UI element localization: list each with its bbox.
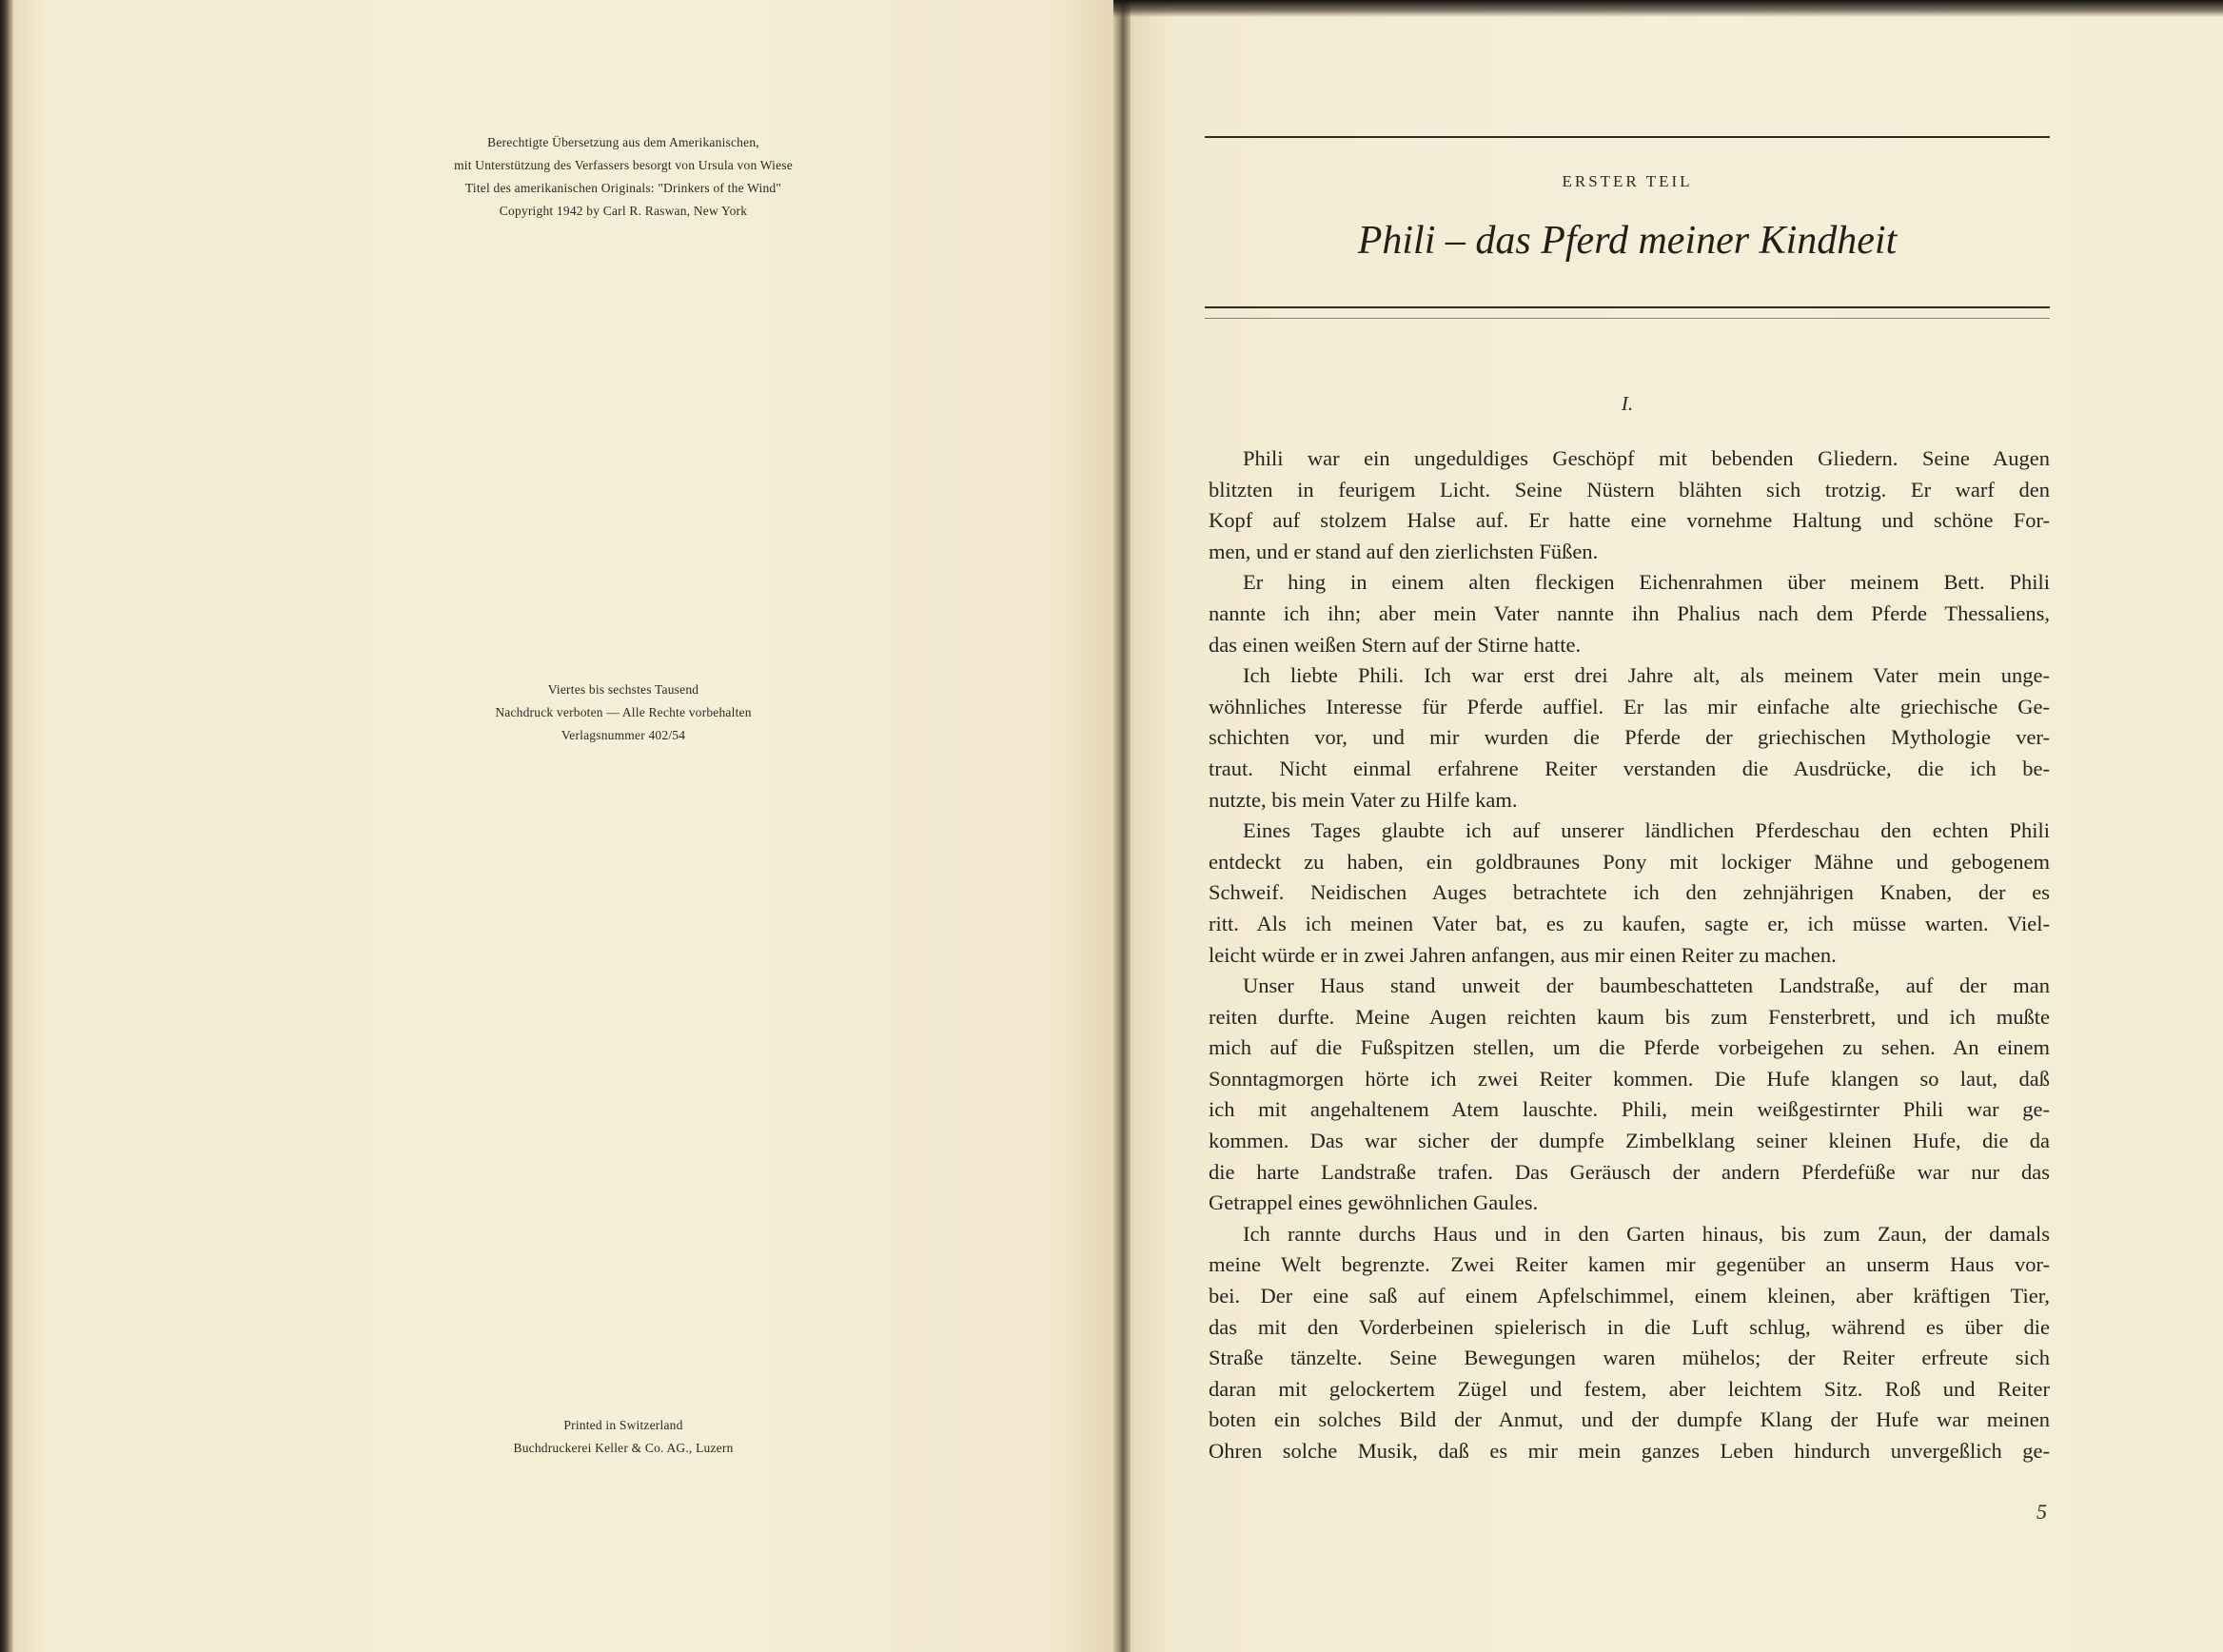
imprint-line: Printed in Switzerland (563, 1418, 683, 1432)
imprint-line: Viertes bis sechstes Tausend (547, 682, 699, 697)
text-line: bei. Der eine saß auf einem Apfelschimmel, einem kleinen, aber kräftigen Tier, (1209, 1284, 2050, 1308)
text-line: nannte ich ihn; aber mein Vater nannte ihn Phalius nach dem Pferde Thessaliens, (1209, 600, 2050, 625)
imprint-line: Nachdruck verboten — Alle Rechte vorbehalten (495, 705, 752, 719)
text-line: ritt. Als ich meinen Vater bat, es zu kaufen, sagte er, ich müsse warten. Viel- (1209, 911, 2050, 935)
page-edge (0, 0, 13, 1652)
imprint-line: Berechtigte Übersetzung aus dem Amerikanischen, (487, 135, 759, 149)
text-line: mich auf die Fußspitzen stellen, um die Pferde vorbeigehen zu sehen. An einem (1209, 1035, 2050, 1060)
imprint-line: Verlagsnummer 402/54 (561, 728, 686, 742)
text-line: blitzten in feurigem Licht. Seine Nüstern blähten sich trotzig. Er warf den (1209, 477, 2050, 502)
text-line: ich mit angehaltenem Atem lauschte. Phili, mein weißgestirnter Phili war ge- (1209, 1097, 2050, 1122)
book-gutter (1113, 0, 1131, 1652)
text-line: Unser Haus stand unweit der baumbeschatteten Landstraße, auf der man (1243, 974, 2050, 998)
section-number: I. (1621, 392, 1634, 415)
text-line: Eines Tages glaubte ich auf unserer ländlichen Pferdeschau den echten Phili (1243, 818, 2050, 843)
text-line: leicht würde er in zwei Jahren anfangen, aus mir einen Reiter zu machen. (1209, 942, 1837, 967)
text-line: Kopf auf stolzem Halse auf. Er hatte eine vornehme Haltung und schöne For- (1209, 508, 2050, 533)
text-line: wöhnliches Interesse für Pferde auffiel. Er las mir einfache alte griechische Ge- (1209, 694, 2050, 718)
imprint-edition-rights (381, 678, 866, 747)
text-line: das einen weißen Stern auf der Stirne hatte. (1209, 632, 1582, 657)
text-line: Ich liebte Phili. Ich war erst drei Jahre alt, als meinem Vater mein unge- (1243, 663, 2050, 688)
heading-rule-top (1205, 136, 2050, 138)
text-line: Getrappel eines gewöhnlichen Gaules. (1209, 1190, 1539, 1215)
imprint-line: Titel des amerikanischen Originals: "Drinkers of the Wind" (464, 181, 782, 195)
text-line: nutzte, bis mein Vater zu Hilfe kam. (1209, 787, 1518, 812)
imprint-line: Buchdruckerei Keller & Co. AG., Luzern (513, 1441, 734, 1455)
imprint-line: Copyright 1942 by Carl R. Raswan, New York (499, 204, 748, 218)
heading-rule-bottom (1205, 306, 2050, 308)
text-line: boten ein solches Bild der Anmut, und der dumpfe Klang der Hufe war meinen (1209, 1407, 2050, 1432)
page-number: 5 (2036, 1500, 2047, 1524)
text-line: daran mit gelockertem Zügel und festem, aber leichtem Sitz. Roß und Reiter (1209, 1376, 2050, 1401)
background-edge (1113, 0, 2223, 17)
text-line: kommen. Das war sicher der dumpfe Zimbelklang seiner kleinen Hufe, die da (1209, 1129, 2050, 1153)
text-line: traut. Nicht einmal erfahrene Reiter verstanden die Ausdrücke, die ich be- (1209, 756, 2050, 780)
text-line: Sonntagmorgen hörte ich zwei Reiter kommen. Die Hufe klangen so laut, daß (1209, 1066, 2050, 1091)
heading-rule-bottom-thin (1205, 318, 2050, 319)
imprint-printer (381, 1414, 866, 1460)
imprint-line: mit Unterstützung des Verfassers besorgt von Ursula von Wiese (454, 158, 793, 172)
text-line: Straße tänzelte. Seine Bewegungen waren mühelos; der Reiter erfreute sich (1209, 1346, 2050, 1370)
text-line: Schweif. Neidischen Auges betrachtete ich den zehnjährigen Knaben, der es (1209, 880, 2050, 905)
text-line: Er hing in einem alten fleckigen Eichenrahmen über meinem Bett. Phili (1243, 570, 2050, 595)
left-page (13, 0, 1119, 1652)
part-label: ERSTER TEIL (1562, 172, 1693, 190)
text-line: entdeckt zu haben, ein goldbraunes Pony mit lockiger Mähne und gebogenem (1209, 849, 2050, 874)
text-line: Phili war ein ungeduldiges Geschöpf mit bebenden Gliedern. Seine Augen (1243, 446, 2050, 470)
text-line: meine Welt begrenzte. Zwei Reiter kamen mir gegenüber an unserm Haus vor- (1209, 1252, 2050, 1277)
text-line: men, und er stand auf den zierlichsten Füßen. (1209, 539, 1599, 563)
text-line: Ohren solche Musik, daß es mir mein ganzes Leben hindurch unvergeßlich ge- (1209, 1439, 2050, 1463)
text-line: Ich rannte durchs Haus und in den Garten hinaus, bis zum Zaun, der damals (1243, 1221, 2050, 1246)
text-line: das mit den Vorderbeinen spielerisch in die Luft schlug, während es über die (1209, 1314, 2050, 1339)
imprint-translation-copyright (381, 131, 866, 223)
text-line: schichten vor, und mir wurden die Pferde der griechischen Mythologie ver- (1209, 725, 2050, 750)
chapter-title: Phili – das Pferd meiner Kindheit (1357, 219, 1898, 263)
text-line: die harte Landstraße trafen. Das Geräusch der andern Pferdefüße war nur das (1209, 1159, 2050, 1184)
body-text (1209, 443, 2050, 1467)
text-line: reiten durfte. Meine Augen reichten kaum bis zum Fensterbrett, und ich mußte (1209, 1004, 2050, 1029)
